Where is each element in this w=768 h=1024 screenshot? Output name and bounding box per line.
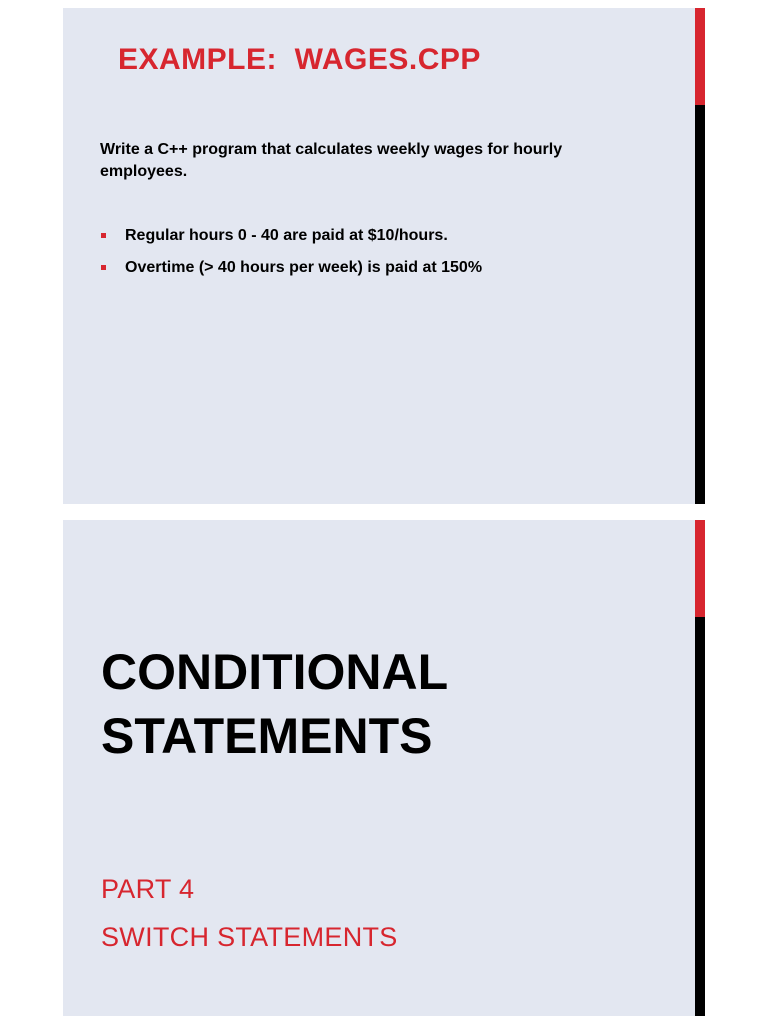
slide-edge-accent-black bbox=[695, 105, 705, 504]
bullet-item-overtime bbox=[100, 257, 482, 279]
bullet-list bbox=[100, 225, 482, 289]
bullet-text: Overtime (> 40 hours per week) is paid at 150% bbox=[125, 259, 483, 276]
section-title-line: CONDITIONAL bbox=[101, 644, 449, 700]
slide-section-header bbox=[63, 520, 695, 1016]
section-subtitle bbox=[101, 865, 398, 961]
section-title bbox=[101, 640, 448, 768]
bullet-text: Regular hours 0 - 40 are paid at $10/hours. bbox=[125, 227, 448, 244]
section-title-line: STATEMENTS bbox=[101, 708, 433, 764]
subtitle-line: SWITCH STATEMENTS bbox=[101, 922, 398, 952]
square-bullet-icon bbox=[101, 233, 106, 238]
subtitle-line: PART 4 bbox=[101, 874, 195, 904]
slide-title: EXAMPLE: WAGES.CPP bbox=[118, 43, 481, 76]
slide-intro-text: Write a C++ program that calculates weekly wages for hourly employees. bbox=[100, 141, 563, 180]
slide-edge-accent-red bbox=[695, 520, 705, 617]
slide-edge-accent-black bbox=[695, 617, 705, 1016]
square-bullet-icon bbox=[101, 265, 106, 270]
slide-wages-example bbox=[63, 8, 695, 504]
bullet-item-regular-hours bbox=[100, 225, 482, 247]
slide-edge-accent-red bbox=[695, 8, 705, 105]
